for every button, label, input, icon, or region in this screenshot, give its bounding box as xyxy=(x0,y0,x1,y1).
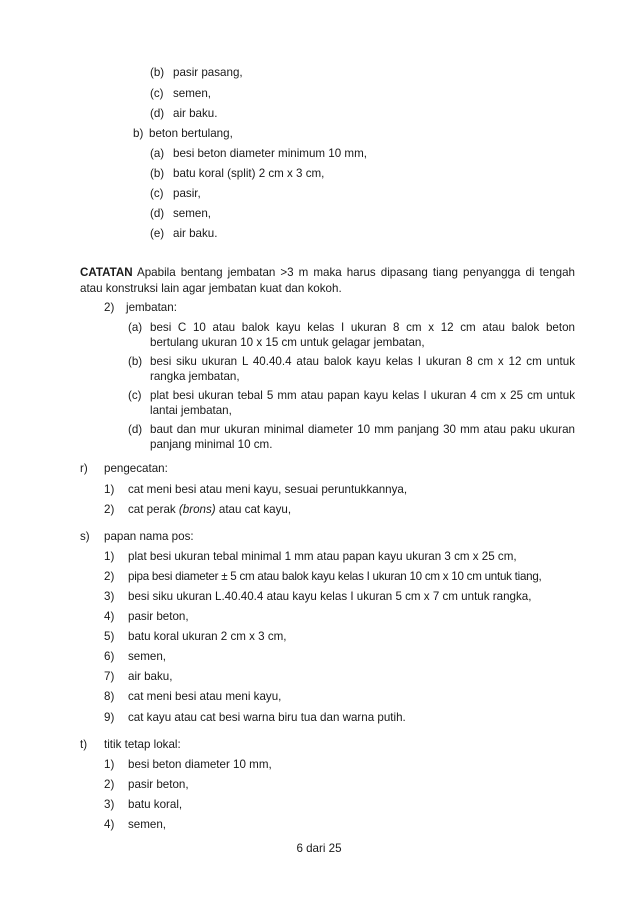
list-item: semen, xyxy=(173,87,212,100)
list-item-cont: rangka jembatan, xyxy=(150,370,240,383)
note-text: atau konstruksi lain agar jembatan kuat dan kokoh. xyxy=(80,282,342,295)
list-item-cont: bertulang ukuran 10 x 15 cm untuk gelagar jembatan, xyxy=(150,336,425,349)
list-item: cat kayu atau cat besi warna biru tua dan warna putih. xyxy=(128,711,406,724)
list-marker: 3) xyxy=(104,590,115,603)
list-marker: (b) xyxy=(150,167,165,180)
note-line xyxy=(80,266,575,280)
page-number: 6 dari 25 xyxy=(296,842,342,855)
list-item: cat meni besi atau meni kayu, sesuai peruntukkannya, xyxy=(128,483,408,496)
list-item: pasir beton, xyxy=(128,778,189,791)
list-item: besi beton diameter minimum 10 mm, xyxy=(173,147,367,160)
list-item: besi beton diameter 10 mm, xyxy=(128,758,272,771)
list-marker: (e) xyxy=(150,227,165,240)
list-marker: 8) xyxy=(104,690,115,703)
list-marker: (a) xyxy=(128,321,143,334)
list-marker: 7) xyxy=(104,670,115,683)
list-marker: (d) xyxy=(128,423,143,436)
list-marker: (c) xyxy=(150,187,164,200)
list-item: pipa besi diameter ± 5 cm atau balok kayu kelas I ukuran 10 cm x 10 cm untuk tiang, xyxy=(128,570,542,583)
note-text: Apabila bentang jembatan >3 m maka harus dipasang tiang penyangga di tengah xyxy=(137,266,575,279)
list-item: cat meni besi atau meni kayu, xyxy=(128,690,282,703)
list-item: semen, xyxy=(128,650,167,663)
list-item-cont: panjang minimal 10 cm. xyxy=(150,438,273,451)
list-marker: 4) xyxy=(104,818,115,831)
list-marker: (a) xyxy=(150,147,165,160)
list-item: plat besi ukuran tebal 5 mm atau papan kayu kelas I ukuran 4 cm x 25 cm untuk xyxy=(150,389,575,402)
list-marker: 6) xyxy=(104,650,115,663)
list-item-italic: (brons) xyxy=(178,503,216,516)
list-item: besi siku ukuran L.40.40.4 atau kayu kelas I ukuran 5 cm x 7 cm untuk rangka, xyxy=(128,590,532,603)
list-item: semen, xyxy=(173,207,212,220)
list-marker: 1) xyxy=(104,483,115,496)
list-marker: 9) xyxy=(104,711,115,724)
list-marker: (c) xyxy=(150,87,164,100)
section-marker: r) xyxy=(80,462,88,475)
section-heading: titik tetap lokal: xyxy=(104,738,181,751)
section-heading: pengecatan: xyxy=(104,462,168,475)
list-item xyxy=(128,503,291,517)
list-marker: (c) xyxy=(128,389,142,402)
list-item: air baku. xyxy=(173,107,218,120)
list-marker: 2) xyxy=(104,570,115,583)
section-marker: s) xyxy=(80,530,90,543)
list-item: pasir beton, xyxy=(128,610,189,623)
list-item: plat besi ukuran tebal minimal 1 mm atau papan kayu ukuran 3 cm x 25 cm, xyxy=(128,550,517,563)
section-heading: papan nama pos: xyxy=(104,530,194,543)
list-marker: 1) xyxy=(104,758,115,771)
list-item-text: atau cat kayu, xyxy=(215,503,292,516)
list-marker: 2) xyxy=(104,778,115,791)
list-marker: 4) xyxy=(104,610,115,623)
list-marker: 1) xyxy=(104,550,115,563)
list-marker: 2) xyxy=(104,301,115,314)
list-item: besi siku ukuran L 40.40.4 atau balok kayu kelas I ukuran 8 cm x 12 cm untuk xyxy=(150,355,575,368)
list-item: air baku, xyxy=(128,670,173,683)
list-item-cont: lantai jembatan, xyxy=(150,404,232,417)
list-item: besi C 10 atau balok kayu kelas I ukuran 8 cm x 12 cm atau balok beton xyxy=(150,321,575,334)
list-item: batu koral ukuran 2 cm x 3 cm, xyxy=(128,630,287,643)
list-item: baut dan mur ukuran minimal diameter 10 mm panjang 30 mm atau paku ukuran xyxy=(150,423,575,436)
list-marker: 5) xyxy=(104,630,115,643)
list-heading: beton bertulang, xyxy=(149,127,233,140)
list-heading: jembatan: xyxy=(126,301,177,314)
note-label: CATATAN xyxy=(80,266,133,279)
list-item: batu koral (split) 2 cm x 3 cm, xyxy=(173,167,325,180)
list-item: pasir pasang, xyxy=(173,66,243,79)
list-item: batu koral, xyxy=(128,798,183,811)
list-item: pasir, xyxy=(173,187,201,200)
list-marker: 3) xyxy=(104,798,115,811)
list-item: air baku. xyxy=(173,227,218,240)
list-marker: (b) xyxy=(128,355,143,368)
list-item: semen, xyxy=(128,818,167,831)
list-marker: (d) xyxy=(150,107,165,120)
list-marker: b) xyxy=(133,127,144,140)
list-marker: 2) xyxy=(104,503,115,516)
list-marker: (d) xyxy=(150,207,165,220)
list-item-text: cat perak xyxy=(128,503,179,516)
section-marker: t) xyxy=(80,738,88,751)
list-marker: (b) xyxy=(150,66,165,79)
